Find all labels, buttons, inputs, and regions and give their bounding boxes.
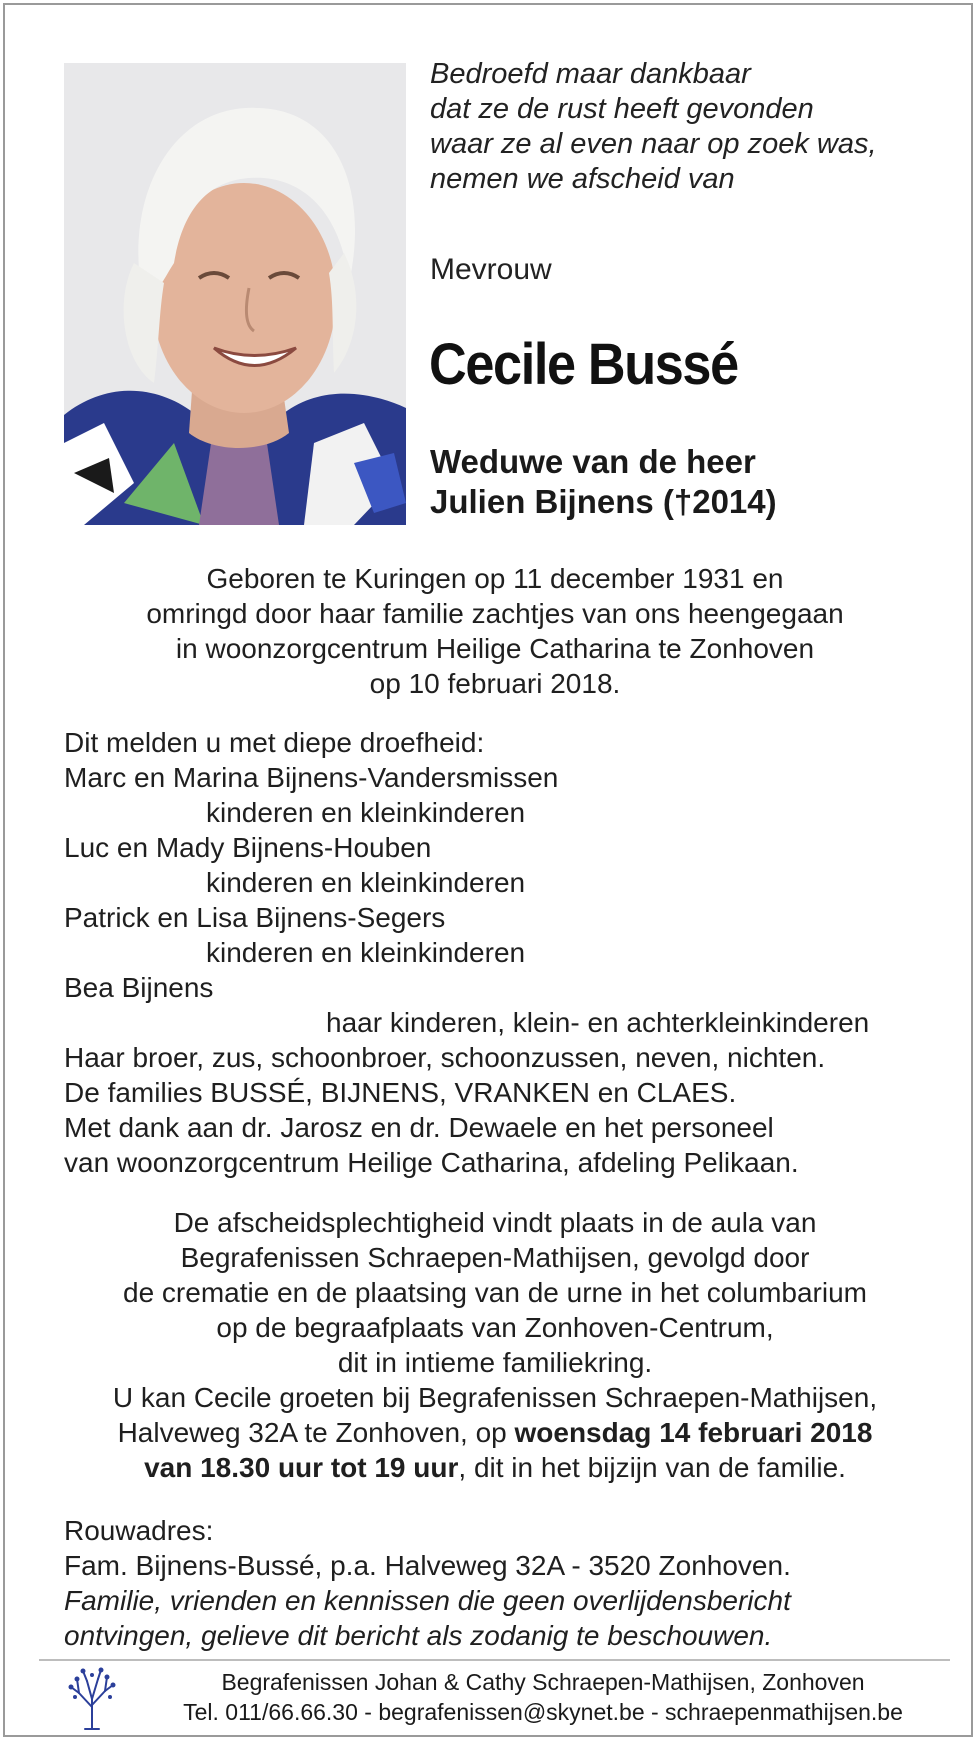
birth-line: Geboren te Kuringen op 11 december 1931 en xyxy=(206,563,784,594)
mourner-line: Bea Bijnens xyxy=(64,972,214,1003)
ceremony-line: De afscheidsplechtigheid vindt plaats in de aula van xyxy=(173,1207,817,1238)
mourner-line: Luc en Mady Bijnens-Houben xyxy=(64,832,432,863)
mourner-line: haar kinderen, klein- en achterkleinkinderen xyxy=(326,1007,870,1038)
birth-line: omringd door haar familie zachtjes van ons heengegaan xyxy=(146,598,844,629)
birth-death-paragraph xyxy=(45,561,945,701)
mourner-line: van woonzorgcentrum Heilige Catharina, afdeling Pelikaan. xyxy=(64,1147,799,1178)
ceremony-line: de crematie en de plaatsing van de urne in het columbarium xyxy=(123,1277,867,1308)
widow-line: Julien Bijnens (†2014) xyxy=(430,483,777,520)
address-note: Familie, vrienden en kennissen die geen overlijdensbericht xyxy=(64,1585,791,1616)
portrait-illustration xyxy=(64,63,406,525)
tree-logo-icon xyxy=(65,1667,119,1731)
visit-location: Halveweg 32A te Zonhoven, op xyxy=(117,1417,515,1448)
visit-date: woensdag 14 februari 2018 xyxy=(514,1417,873,1448)
mourners-intro: Dit melden u met diepe droefheid: xyxy=(64,727,485,758)
intro-line: waar ze al even naar op zoek was, xyxy=(430,128,877,160)
mourner-line: Marc en Marina Bijnens-Vandersmissen xyxy=(64,762,559,793)
address-note: ontvingen, gelieve dit bericht als zodanig te beschouwen. xyxy=(64,1620,773,1651)
ceremony-line xyxy=(45,1415,945,1450)
intro-line: nemen we afscheid van xyxy=(430,163,735,195)
mourner-line: kinderen en kleinkinderen xyxy=(206,937,526,968)
intro-verse xyxy=(430,57,950,197)
funeral-home-name: Begrafenissen Johan & Cathy Schraepen-Mathijsen, Zonhoven xyxy=(221,1669,865,1695)
obituary-card xyxy=(3,3,973,1737)
mourner-line: Haar broer, zus, schoonbroer, schoonzussen, neven, nichten. xyxy=(64,1042,826,1073)
deceased-name: Cecile Bussé xyxy=(429,332,738,397)
visit-time: van 18.30 uur tot 19 uur xyxy=(144,1452,459,1483)
widow-line: Weduwe van de heer xyxy=(430,443,756,480)
ceremony-line: op de begraafplaats van Zonhoven-Centrum, xyxy=(216,1312,774,1343)
footer-divider xyxy=(39,1659,950,1661)
ceremony-line xyxy=(45,1450,945,1485)
mourner-line: kinderen en kleinkinderen xyxy=(206,867,526,898)
mourner-line: De families BUSSÉ, BIJNENS, VRANKEN en CLAES. xyxy=(64,1077,737,1108)
birth-line: in woonzorgcentrum Heilige Catharina te Zonhoven xyxy=(175,633,815,664)
mourners-list xyxy=(64,725,964,1180)
address-value: Fam. Bijnens-Bussé, p.a. Halveweg 32A - 3520 Zonhoven. xyxy=(64,1550,791,1581)
ceremony-paragraph xyxy=(45,1205,945,1485)
mourner-line: kinderen en kleinkinderen xyxy=(206,797,526,828)
widow-of xyxy=(430,442,777,522)
visit-note: , dit in het bijzijn van de familie. xyxy=(458,1452,846,1483)
portrait-photo xyxy=(64,63,406,525)
intro-line: dat ze de rust heeft gevonden xyxy=(430,93,814,125)
funeral-home-footer xyxy=(123,1667,963,1727)
address-label: Rouwadres: xyxy=(64,1515,214,1546)
ceremony-line: Begrafenissen Schraepen-Mathijsen, gevolgd door xyxy=(180,1242,810,1273)
mourner-line: Met dank aan dr. Jarosz en dr. Dewaele en het personeel xyxy=(64,1112,774,1143)
birth-line: op 10 februari 2018. xyxy=(369,668,621,699)
mourning-address xyxy=(64,1513,964,1653)
mourner-line: Patrick en Lisa Bijnens-Segers xyxy=(64,902,446,933)
ceremony-line: dit in intieme familiekring. xyxy=(337,1347,653,1378)
ceremony-line: U kan Cecile groeten bij Begrafenissen Schraepen-Mathijsen, xyxy=(112,1382,878,1413)
funeral-home-contact: Tel. 011/66.66.30 - begrafenissen@skynet.be - schraepenmathijsen.be xyxy=(183,1699,903,1725)
intro-line: Bedroefd maar dankbaar xyxy=(430,58,751,90)
honorific: Mevrouw xyxy=(430,253,552,286)
